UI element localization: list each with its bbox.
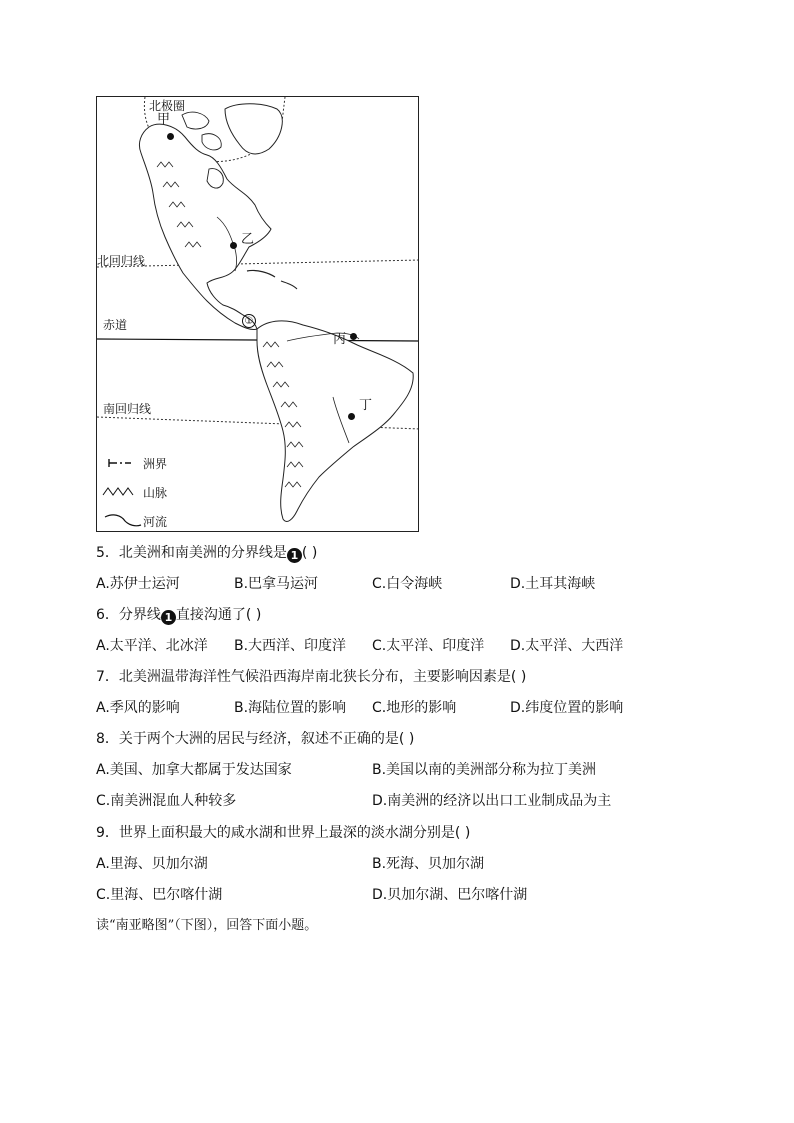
- question-8-option-d[interactable]: D.南美洲的经济以出口工业制成品为主: [372, 793, 612, 809]
- question-6-stem: [96, 606, 261, 625]
- question-8-stem: 8．关于两个大洲的居民与经济，叙述不正确的是( ): [96, 731, 415, 747]
- caribbean-islands: [247, 270, 275, 277]
- question-7-option-a[interactable]: A.季风的影响: [96, 700, 180, 716]
- north-america-outline: [139, 124, 271, 329]
- point-ding-dot: [348, 413, 355, 420]
- legend-mountains: [143, 486, 167, 500]
- arctic-island: [182, 112, 209, 129]
- legend-rivers-label: 河流: [143, 515, 168, 529]
- question-5-option-b[interactable]: B.巴拿马运河: [234, 576, 319, 592]
- question-8-option-a[interactable]: A.美国、加拿大都属于发达国家: [96, 762, 292, 778]
- point-ding-label: 丁: [359, 398, 373, 413]
- point-yi-dot: [230, 242, 237, 249]
- arctic-island: [202, 134, 221, 150]
- tropic-cancer-label: 北回归线: [97, 254, 146, 268]
- tropic-capricorn-label: 南回归线: [103, 402, 152, 416]
- caribbean-islands: [281, 281, 297, 289]
- marker-one-inline: 1: [161, 610, 176, 625]
- question-8-option-c[interactable]: C.南美洲混血人种较多: [96, 793, 237, 809]
- question-7-option-b[interactable]: B.海陆位置的影响: [234, 700, 347, 716]
- question-6-bracket: 直接沟通了( ): [175, 607, 262, 623]
- greenland-outline: [225, 104, 282, 154]
- point-jia-dot: [167, 133, 174, 140]
- question-6-option-d[interactable]: D.太平洋、大西洋: [510, 638, 624, 654]
- legend-mountains-label: 山脉: [143, 486, 168, 500]
- point-jia-label: 甲: [157, 112, 171, 127]
- legend-boundary-icon: [109, 459, 131, 467]
- question-9-option-d[interactable]: D.贝加尔湖、巴尔喀什湖: [372, 887, 528, 903]
- question-6-option-b[interactable]: B.大西洋、印度洋: [234, 638, 347, 654]
- tropic-cancer-line: [97, 260, 419, 267]
- question-5-stem: [96, 544, 317, 563]
- question-9-stem: 9．世界上面积最大的咸水湖和世界上最深的淡水湖分别是( ): [96, 825, 471, 841]
- legend-mountain-icon: [103, 488, 133, 495]
- question-5-option-d[interactable]: D.土耳其海峡: [510, 576, 596, 592]
- americas-map: [96, 96, 419, 532]
- question-5-option-a[interactable]: A.苏伊士运河: [96, 576, 180, 592]
- marker-one-inline: 1: [287, 548, 302, 563]
- legend-river-icon: [105, 515, 141, 526]
- legend-rivers: [143, 515, 167, 529]
- point-bing-label: 丙: [333, 332, 347, 347]
- question-7-option-d[interactable]: D.纬度位置的影响: [510, 700, 624, 716]
- question-6-option-c[interactable]: C.太平洋、印度洋: [372, 638, 485, 654]
- legend-boundary-label: 洲界: [143, 457, 168, 471]
- equator-label: 赤道: [103, 318, 128, 332]
- point-yi-label: 乙: [241, 232, 255, 247]
- question-9-option-b[interactable]: B.死海、贝加尔湖: [372, 856, 485, 872]
- question-5-option-c[interactable]: C.白令海峡: [372, 576, 443, 592]
- question-8-option-b[interactable]: B.美国以南的美洲部分称为拉丁美洲: [372, 762, 597, 778]
- question-7-stem: 7．北美洲温带海洋性气候沿西海岸南北狭长分布，主要影响因素是( ): [96, 669, 527, 685]
- question-9-option-c[interactable]: C.里海、巴尔喀什湖: [96, 887, 223, 903]
- question-7-option-c[interactable]: C.地形的影响: [372, 700, 457, 716]
- question-6-text: 6．分界线: [96, 607, 161, 623]
- marker-one: ①: [242, 314, 256, 328]
- legend-boundary: [143, 457, 167, 471]
- arctic-circle-label: 北极圈: [149, 99, 186, 113]
- question-5-text: 5．北美洲和南美洲的分界线是: [96, 545, 287, 561]
- south-america-outline: [257, 321, 413, 522]
- question-9-option-a[interactable]: A.里海、贝加尔湖: [96, 856, 208, 872]
- question-5-bracket: ( ): [301, 545, 318, 561]
- point-bing-dot: [350, 333, 357, 340]
- question-6-option-a[interactable]: A.太平洋、北冰洋: [96, 638, 208, 654]
- section-intro: 读“南亚略图”（下图），回答下面小题。: [96, 918, 318, 933]
